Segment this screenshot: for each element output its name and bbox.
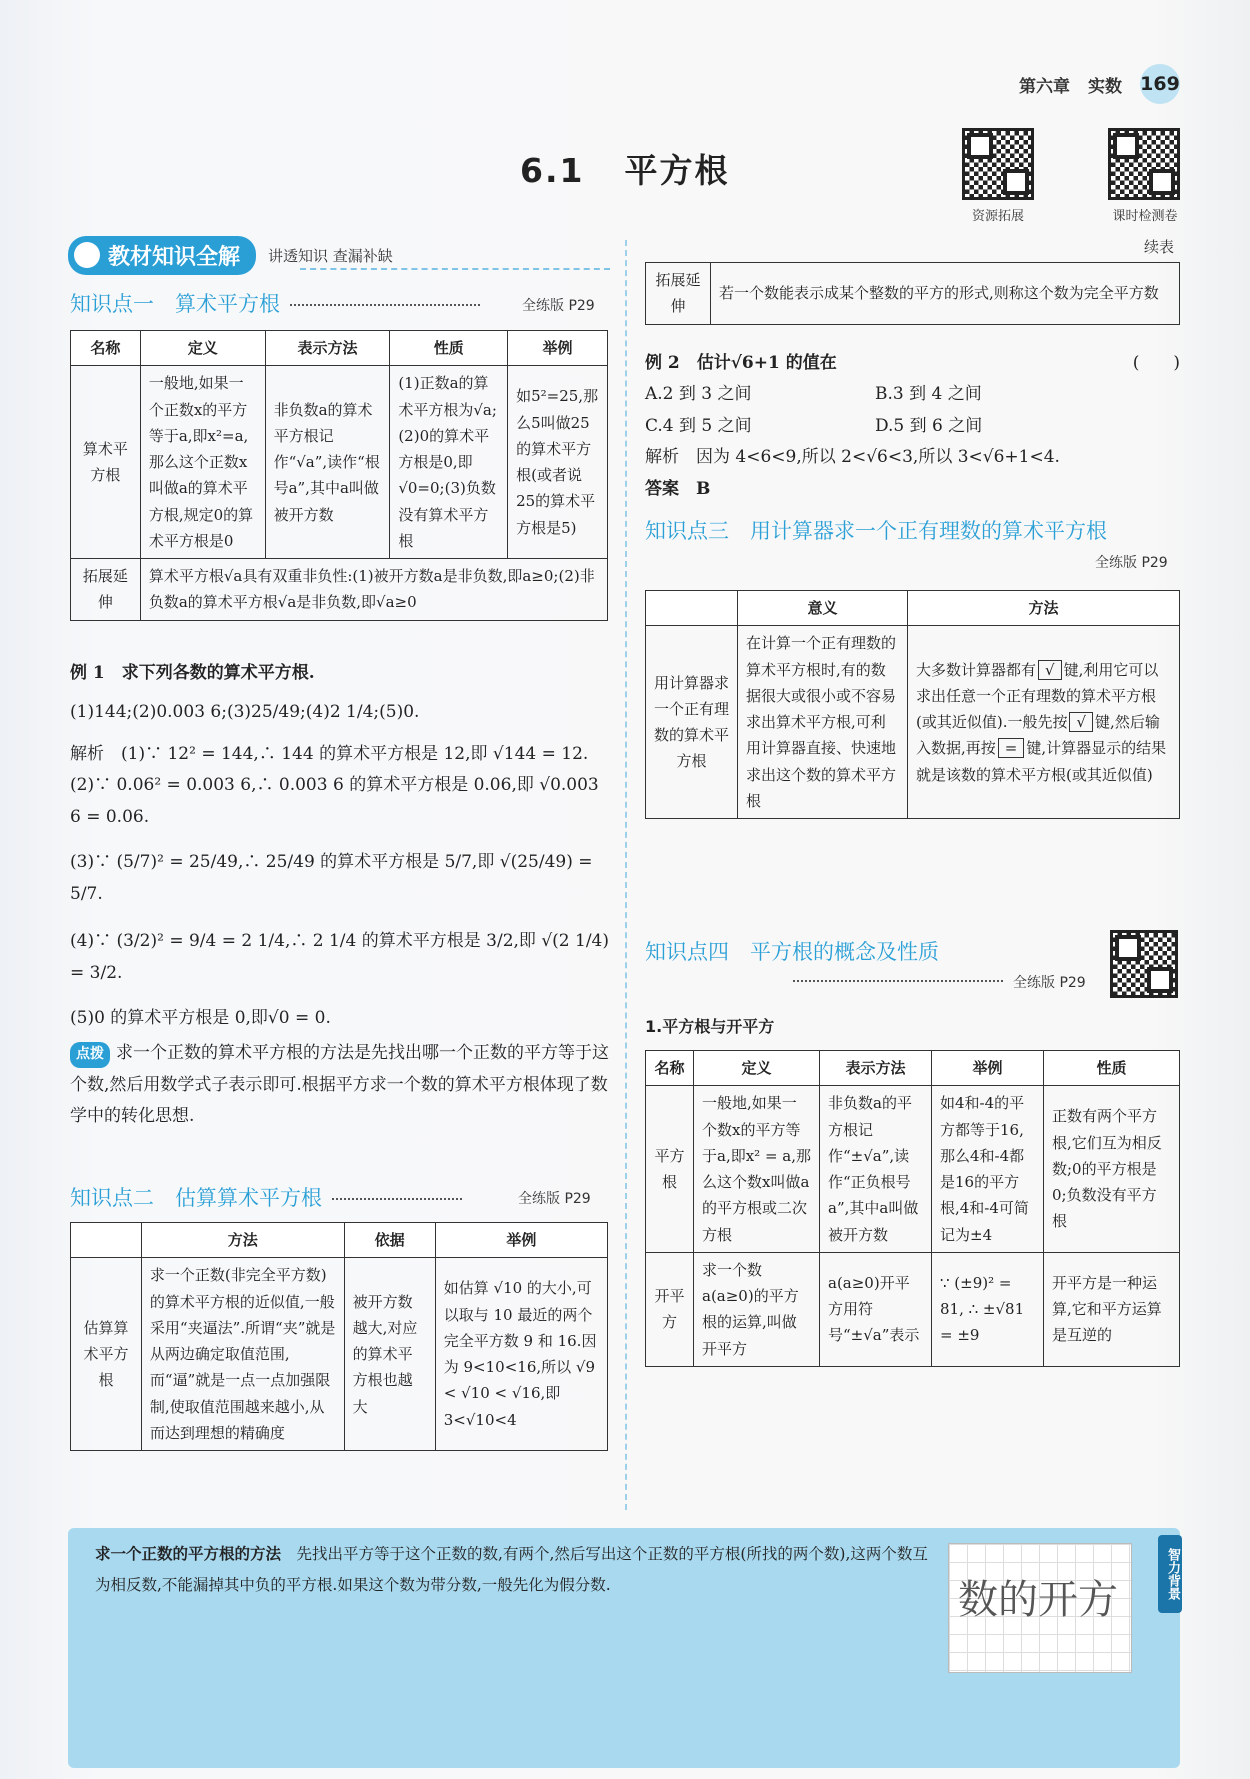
ex2-title-row [645,348,1180,379]
equals-key-icon: = [998,738,1025,758]
ex2-options-row2 [645,411,1180,442]
t1-ext-label: 拓展延伸 [71,559,141,621]
ex1-items: (1)144;(2)0.003 6;(3)25/49;(4)2 1/4;(5)0. [70,702,420,723]
kp2-heading [70,1182,472,1212]
ex2-paren: ( ) [1132,353,1180,373]
rt1-label: 拓展延伸 [646,263,711,325]
t4-r1-notation: 非负数a的平方根记作“±√a”,读作“正负根号a”,其中a叫做被开方数 [820,1086,932,1253]
ex1-sol4: (4)∵ (3/2)² = 9/4 = 2 1/4,∴ 2 1/4 的算术平方根是 3/2,即 √(2 1/4) = 3/2. [70,931,610,983]
t3-meaning: 在计算一个正有理数的算术平方根时,有的数据很大或很小或不容易求出算术平方根,可利用计算器直接、快速地求出这个数的算术平方根 [738,626,908,819]
example1 [70,658,610,1133]
t3-method [908,626,1180,819]
kp2-ref: 全练版 P29 [518,1191,591,1207]
t2-h-example: 举例 [435,1223,607,1258]
table-estimate [70,1222,608,1451]
kp3-title: 知识点三 用计算器求一个正有理数的算术平方根 [645,519,1107,543]
table-ext-right [645,262,1180,325]
kp3-heading [645,515,1107,545]
bottom-body: 先找出平方等于这个正数的数,有两个,然后写出这个正数的平方根(所找的两个数),这两个数互为相反数,不能漏掉其中负的平方根.如果这个数为带分数,一般先化为假分数. [95,1545,928,1594]
ex2-options-row1 [645,379,1180,410]
kp1-heading [70,288,490,318]
section-number: 6.1 [520,151,585,190]
t1-property: (1)正数a的算术平方根为√a;(2)0的算术平方根是0,即√0=0;(3)负数没有算术平方根 [390,366,508,559]
kp2-dots [332,1198,462,1200]
t1-h-def: 定义 [140,331,265,366]
t4-h-property: 性质 [1044,1051,1180,1086]
t4-h-example: 举例 [932,1051,1044,1086]
table-arithmetic-root [70,330,608,621]
qr-label-resources: 资源拓展 [971,209,1024,224]
bottom-bold: 求一个正数的平方根的方法 [95,1544,282,1563]
kp1-title: 知识点一 算术平方根 [70,292,280,316]
section-title [520,145,729,192]
ex2-title: 例 2 估计√6+1 的值在 [645,353,837,373]
kp1-ref: 全练版 P29 [522,298,595,314]
ex1-sol5: (5)0 的算术平方根是 0,即√0 = 0. [70,1007,331,1028]
kp4-dots [793,980,1003,982]
t4-r1-name: 平方根 [646,1086,694,1253]
chapter-label: 第六章 [1019,76,1070,97]
table-square-root [645,1050,1180,1367]
side-tab: 智力背景 [1158,1535,1182,1613]
t1-h-notation: 表示方法 [265,331,390,366]
rt1-text: 若一个数能表示成某个整数的平方的形式,则称这个数为完全平方数 [711,263,1180,325]
ex2-option-b[interactable]: B.3 到 4 之间 [875,384,982,405]
t1-notation: 非负数a的算术平方根记作“√a”,读作“根号a”,其中a叫做被开方数 [265,366,390,559]
t1-name: 算术平方根 [71,366,141,559]
t3-method-d: 键,计算器显示的结果就是该数的算术平方根(或其近似值) [916,739,1167,784]
t4-h-name: 名称 [646,1051,694,1086]
t2-h-empty [71,1223,142,1258]
t1-ext-text: 算术平方根√a具有双重非负性:(1)被开方数a是非负数,即a≥0;(2)非负数a的算术平方根√a是非负数,即√a≥0 [140,559,607,621]
qr-code-test[interactable] [1108,128,1180,200]
ex1-sol1: 解析 (1)∵ 12² = 144,∴ 144 的算术平方根是 12,即 √144 = 12. [70,743,589,764]
kp3-ref: 全练版 P29 [1095,555,1168,571]
banner-label: 教材知识全解 [68,236,256,275]
t3-h-method: 方法 [908,591,1180,626]
t3-h-meaning: 意义 [738,591,908,626]
table-row [646,1086,1180,1253]
ex2-option-d[interactable]: D.5 到 6 之间 [875,415,983,436]
section-name: 平方根 [624,151,730,190]
banner-dash [300,268,610,270]
subject-label: 实数 [1088,76,1122,97]
bottom-text [95,1538,935,1601]
t4-h-def: 定义 [694,1051,820,1086]
kp4-ref: 全练版 P29 [1013,975,1086,991]
ex1-title: 例 1 求下列各数的算术平方根. [70,663,315,683]
t2-method: 求一个正数(非完全平方数)的算术平方根的近似值,一般采用“夹逼法”.所谓“夹”就是从两边确定取值范围,而“逼”就是一点一点加强限制,使取值范围越来越小,从而达到理想的精确度 [141,1258,344,1451]
ex2-answer: 答案 B [645,478,711,499]
page-number: 169 [1140,64,1180,104]
ex2-option-c[interactable]: C.4 到 5 之间 [645,415,752,436]
qr-label-test: 课时检测卷 [1112,209,1178,224]
table-calculator [645,590,1180,819]
kp4-heading [645,936,939,966]
t4-r1-property: 正数有两个平方根,它们互为相反数;0的平方根是0;负数没有平方根 [1044,1086,1180,1253]
t2-h-method: 方法 [141,1223,344,1258]
kp1-dots [290,304,480,306]
banner-subtitle: 讲透知识 查漏补缺 [268,247,393,265]
t1-definition: 一般地,如果一个正数x的平方等于a,即x²=a,那么这个正数x叫做a的算术平方根,规定0的算术平方根是0 [140,366,265,559]
column-divider [625,240,627,1510]
t1-h-property: 性质 [390,331,508,366]
t3-method-b: 键,利用它可以求出任意一个正有理数的算术平方根(或其近似值).一般先按 [916,660,1159,731]
ex1-sol2: (2)∵ 0.06² = 0.003 6,∴ 0.003 6 的算术平方根是 0.06,即 √0.003 6 = 0.06. [70,775,599,827]
t3-method-a: 大多数计算器都有 [916,660,1037,679]
t4-r1-def: 一般地,如果一个数x的平方等于a,即x² = a,那么这个数x叫做a的平方根或二次方根 [694,1086,820,1253]
kp4-title: 知识点四 平方根的概念及性质 [645,940,939,964]
table-row [646,1252,1180,1366]
t2-name: 估算算术平方根 [71,1258,142,1451]
t4-r2-example: ∵ (±9)² = 81, ∴ ±√81 = ±9 [932,1252,1044,1366]
qr-code-resources[interactable] [962,128,1034,200]
note-card-title: 数的开方 [958,1577,1118,1623]
tip-tag: 点拨 [70,1042,110,1068]
t4-r2-property: 开平方是一种运算,它和平方运算是互逆的 [1044,1252,1180,1366]
t4-r1-example: 如4和-4的平方都等于16,那么4和-4都是16的平方根,4和-4可简记为±4 [932,1086,1044,1253]
t1-h-name: 名称 [71,331,141,366]
sqrt-key-icon-2: √ [1069,712,1093,732]
t2-basis: 被开方数越大,对应的算术平方根也越大 [344,1258,435,1451]
t2-example: 如估算 √10 的大小,可以取与 10 最近的两个完全平方数 9 和 16.因为 9<10<16,所以 √9 < √10 < √16,即 3<√10<4 [435,1258,607,1451]
continued-label: 续表 [1144,238,1175,256]
t4-r2-name: 开平方 [646,1252,694,1366]
t3-method-c: 键,然后输入数据,再按 [916,713,1160,758]
t3-h-empty [646,591,738,626]
ex1-sol3: (3)∵ (5/7)² = 25/49,∴ 25/49 的算术平方根是 5/7,即 √(25/49) = 5/7. [70,852,593,904]
t1-h-example: 举例 [508,331,608,366]
example2 [645,348,1180,505]
ex2-option-a[interactable]: A.2 到 3 之间 [645,384,752,405]
t1-example: 如5²=25,那么5叫做25的算术平方根(或者说25的算术平方根是5) [508,366,608,559]
kp2-title: 知识点二 估算算术平方根 [70,1186,322,1210]
t2-h-basis: 依据 [344,1223,435,1258]
tip-text: 求一个正数的算术平方根的方法是先找出哪一个正数的平方等于这个数,然后用数学式子表示即可.根据平方求一个数的算术平方根体现了数学中的转化思想. [70,1043,609,1127]
t3-name: 用计算器求一个正有理数的算术平方根 [646,626,738,819]
ex2-solution: 解析 因为 4<6<9,所以 2<√6<3,所以 3<√6+1<4. [645,447,1060,468]
t4-r2-def: 求一个数a(a≥0)的平方根的运算,叫做开平方 [694,1252,820,1366]
t4-h-notation: 表示方法 [820,1051,932,1086]
t4-r2-notation: a(a≥0)开平方用符号“±√a”表示 [820,1252,932,1366]
page-header [1019,64,1180,104]
sub1-title: 1.平方根与开平方 [645,1017,775,1036]
qr-code-kp4[interactable] [1110,930,1178,998]
ex1-tip [70,1038,610,1132]
sqrt-key-icon: √ [1038,660,1062,680]
